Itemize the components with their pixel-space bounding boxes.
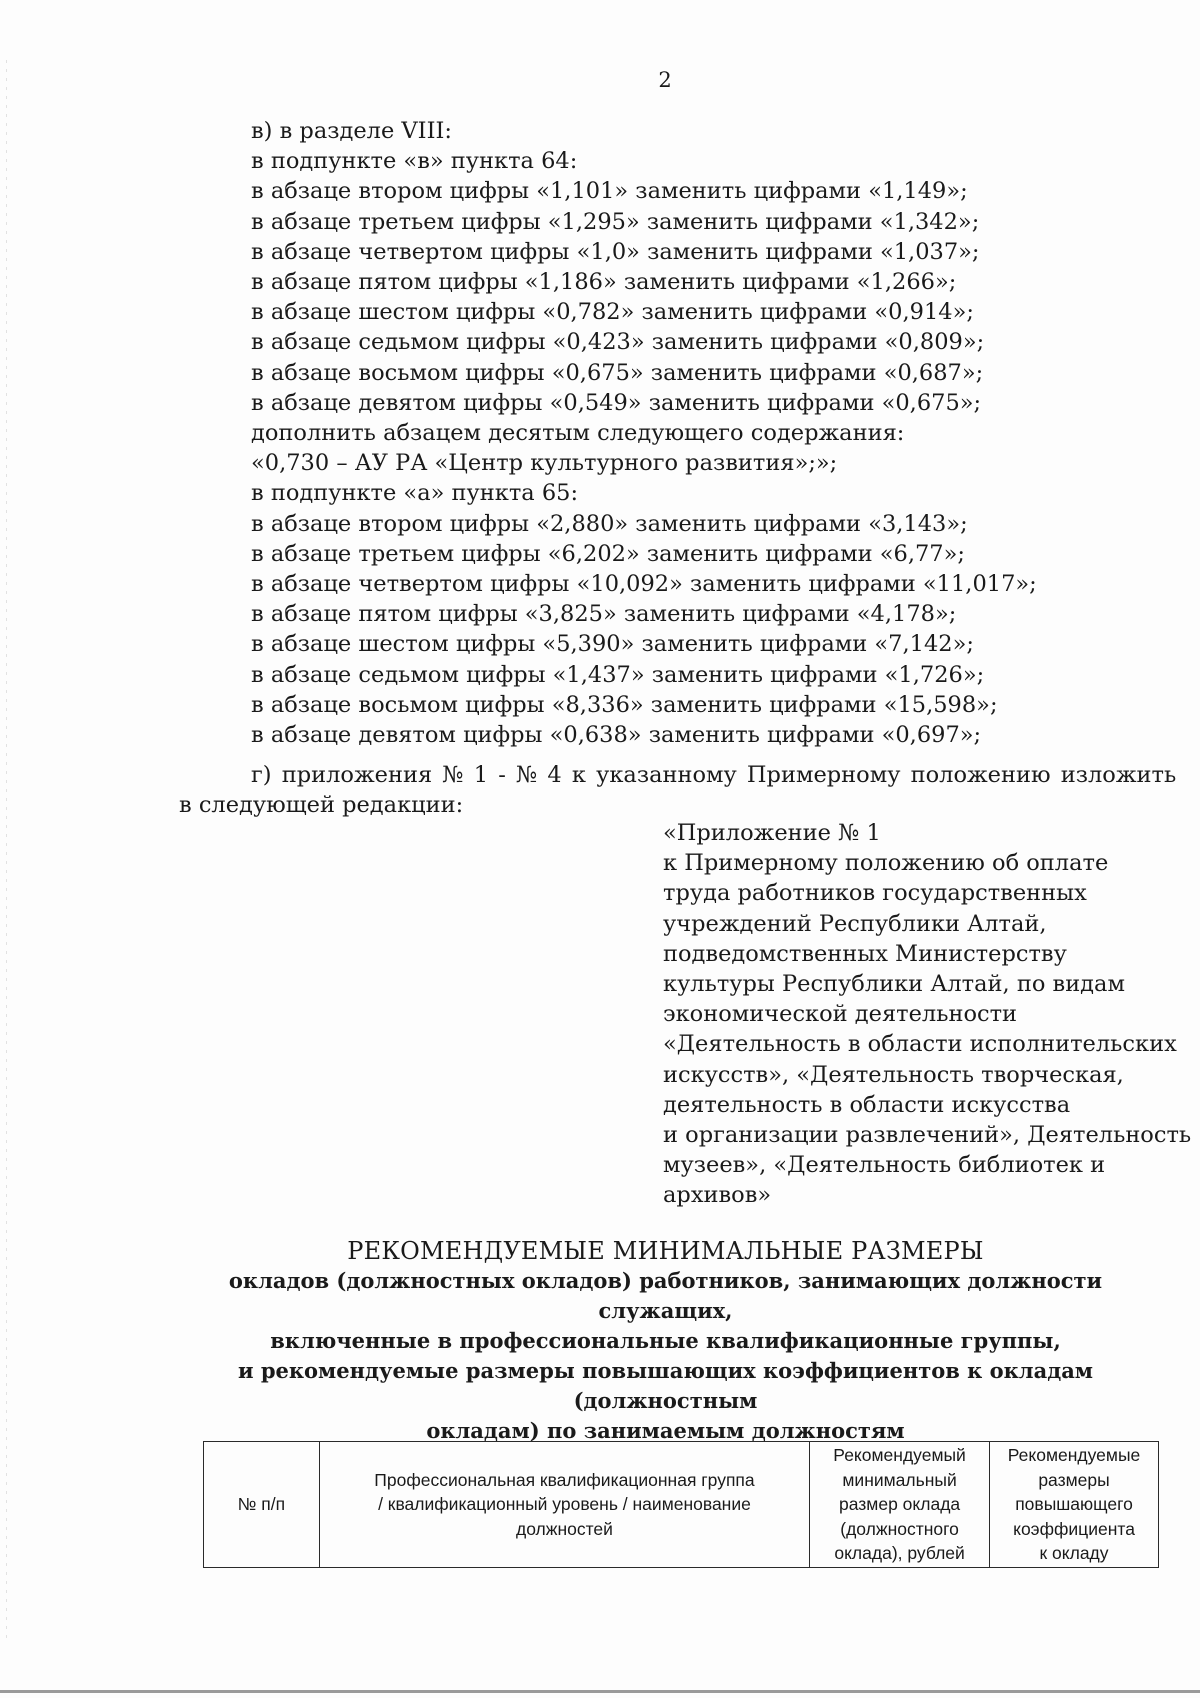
text-line: в абзаце девятом цифры «0,638» заменить цифрами «0,697»; [251,722,982,749]
header-text-line: Рекомендуемый [833,1445,966,1466]
text-line: в абзаце восьмом цифры «0,675» заменить цифрами «0,687»; [251,359,984,386]
text-line: в абзаце пятом цифры «3,825» заменить цифрами «4,178»; [251,601,957,628]
text-line: дополнить абзацем десятым следующего содержания: [251,420,905,447]
text-line: в абзаце восьмом цифры «8,336» заменить цифрами «15,598»; [251,691,998,718]
section-heading [179,1236,1152,1446]
header-text-line: размеры [1038,1469,1110,1490]
appendix-line: деятельность в области искусства [663,1091,1071,1118]
text-line: в абзаце седьмом цифры «0,423» заменить цифрами «0,809»; [251,329,985,356]
header-text-line: размер оклада [839,1494,961,1515]
heading-line: и рекомендуемые размеры повышающих коэффициентов к окладам (должностным [237,1358,1094,1413]
amendment-lines [251,116,1151,750]
heading-line: окладам) по занимаемым должностям [426,1418,905,1443]
text-line: в абзаце шестом цифры «5,390» заменить цифрами «7,142»; [251,631,974,658]
text-line: в) в разделе VIII: [251,118,452,144]
table-header-group [319,1442,809,1568]
text-line: в абзаце четвертом цифры «10,092» заменить цифрами «11,017»; [251,571,1037,598]
appendix-line: экономической деятельности [663,1001,1018,1028]
table-header-row [204,1442,1159,1568]
text-line: в абзаце третьем цифры «6,202» заменить цифрами «6,77»; [251,540,965,567]
paragraph-g-second-line: в следующей редакции: [179,792,464,819]
header-text-line: Рекомендуемые [1007,1445,1141,1466]
header-text-line: оклада), рублей [834,1543,965,1564]
header-text-line: № п/п [237,1494,286,1515]
text-line: в абзаце четвертом цифры «1,0» заменить цифрами «1,037»; [251,238,980,265]
appendix-line: и организации развлечений», Деятельность [663,1122,1192,1149]
appendix-line: культуры Республики Алтай, по видам [663,971,1125,998]
paragraph-g-first-line: г) приложения № 1 - № 4 к указанному Примерному положению изложить [251,762,1177,788]
appendix-line: архивов» [663,1182,772,1209]
header-text-line: (должностного [840,1518,959,1539]
appendix-line: «Деятельность в области исполнительских [663,1031,1177,1058]
text-line: в абзаце втором цифры «1,101» заменить цифрами «1,149»; [251,178,968,205]
heading-title: РЕКОМЕНДУЕМЫЕ МИНИМАЛЬНЫЕ РАЗМЕРЫ [347,1237,984,1265]
text-line: в абзаце третьем цифры «1,295» заменить цифрами «1,342»; [251,208,980,235]
text-line: в абзаце пятом цифры «1,186» заменить цифрами «1,266»; [251,269,957,296]
header-text-line: должностей [515,1518,613,1539]
header-text-line: коэффициента [1013,1518,1135,1539]
text-line: в абзаце седьмом цифры «1,437» заменить цифрами «1,726»; [251,661,985,688]
text-line: в подпункте «а» пункта 65: [251,480,579,507]
appendix-header [663,818,1192,1211]
appendix-line: учреждений Республики Алтай, [663,910,1047,937]
heading-line: окладов (должностных окладов) работников, занимающих должности служащих, [228,1268,1103,1323]
scan-edge-bottom [0,1690,1200,1693]
header-text-line: к окладу [1039,1543,1109,1564]
table-header-coefficient [990,1442,1159,1568]
table-header-number [204,1442,320,1568]
paragraph-g [179,760,1177,820]
table-header-salary [810,1442,990,1568]
page-number: 2 [658,68,672,92]
salary-table [203,1441,1159,1568]
text-line: в абзаце девятом цифры «0,549» заменить цифрами «0,675»; [251,389,982,416]
appendix-line: труда работников государственных [663,880,1087,907]
header-text-line: повышающего [1015,1494,1133,1515]
text-line: в абзаце втором цифры «2,880» заменить цифрами «3,143»; [251,510,968,537]
header-text-line: Профессиональная квалификационная группа [374,1469,755,1490]
text-line: в абзаце шестом цифры «0,782» заменить цифрами «0,914»; [251,299,974,326]
header-text-line: минимальный [842,1469,957,1490]
appendix-line: музеев», «Деятельность библиотек и [663,1152,1106,1179]
text-line: «0,730 – АУ РА «Центр культурного развития»;»; [251,450,838,477]
appendix-line: «Приложение № 1 [663,820,881,846]
appendix-line: к Примерному положению об оплате [663,850,1109,877]
heading-line: включенные в профессиональные квалификационные группы, [270,1328,1061,1353]
appendix-line: искусств», «Деятельность творческая, [663,1061,1124,1088]
scan-edge-left [6,60,7,1640]
appendix-line: подведомственных Министерству [663,940,1067,967]
header-text-line: / квалификационный уровень / наименование [378,1494,751,1515]
text-line: в подпункте «в» пункта 64: [251,148,578,175]
